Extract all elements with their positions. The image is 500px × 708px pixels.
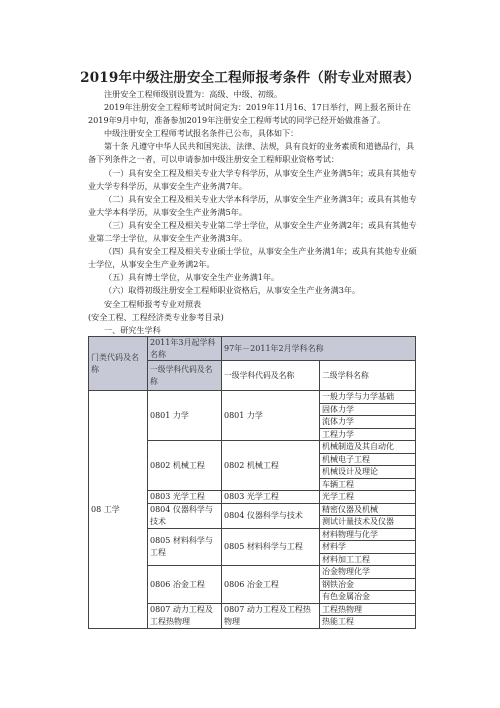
second-level-cell: 材料物理与化学 bbox=[320, 528, 416, 541]
new-discipline-cell: 0806 冶金工程 bbox=[148, 566, 222, 604]
second-level-cell: 钢铁冶金 bbox=[320, 578, 416, 591]
second-level-cell: 精密仪器及机械 bbox=[320, 503, 416, 516]
second-level-cell: 光学工程 bbox=[320, 491, 416, 504]
paragraph-condition-2: （二）具有安全工程及相关专业大学本科学历，从事安全生产业务满3年；或具有其他专业大学本科学历，从事安全生产业务满5年。 bbox=[88, 193, 417, 217]
paragraph-article-ten: 第十条 凡遵守中华人民共和国宪法、法律、法规，具有良好的业务素质和道德品行，具备下列条件之一者，可以申请参加中级注册安全工程师职业资格考试： bbox=[88, 141, 415, 165]
section-heading: 一、研究生学科 bbox=[104, 324, 161, 335]
old-discipline-cell: 0801 力学 bbox=[222, 391, 320, 441]
second-level-cell: 工程力学 bbox=[320, 428, 416, 441]
new-discipline-cell: 0802 机械工程 bbox=[148, 441, 222, 491]
second-level-cell: 机械电子工程 bbox=[320, 453, 416, 466]
subheader-new-first-level: 一级学科代码及名称 bbox=[148, 361, 222, 391]
subheader-second-level: 二级学科名称 bbox=[320, 361, 416, 391]
table-row bbox=[89, 391, 416, 404]
old-discipline-cell: 0805 材料科学与工程 bbox=[222, 528, 320, 566]
old-discipline-cell: 0807 动力工程及工程热物理 bbox=[222, 603, 320, 628]
new-discipline-cell: 0807 动力工程及工程热物理 bbox=[148, 603, 222, 628]
table-subheading: (安全工程、工程经济类专业参考目录) bbox=[88, 311, 224, 322]
new-discipline-cell: 0801 力学 bbox=[148, 391, 222, 441]
new-discipline-cell: 0803 光学工程 bbox=[148, 491, 222, 504]
subheader-old-first-level: 一级学科代码及名称 bbox=[222, 361, 320, 391]
document-body bbox=[88, 88, 418, 337]
paragraph-condition-6: （六）取得初级注册安全工程师职业资格后，从事安全生产业务满3年。 bbox=[104, 285, 361, 296]
paragraph-exam-time: 2019年注册安全工程师考试时间定为：2019年11月16、17日举行，网上报名预计在2019年9月中旬，准备参加2019年注册安全工程师考试的同学已经开始做准备了。 bbox=[88, 102, 411, 126]
new-discipline-cell: 0804 仪器科学与技术 bbox=[148, 503, 222, 528]
second-level-cell: 测试计量技术及仪器 bbox=[320, 516, 416, 529]
paragraph-condition-5: （五）具有博士学位，从事安全生产业务满1年。 bbox=[104, 272, 280, 283]
second-level-cell: 固体力学 bbox=[320, 403, 416, 416]
second-level-cell: 热能工程 bbox=[320, 616, 416, 629]
header-new-discipline: 2011年3月起学科名称 bbox=[148, 337, 222, 361]
new-discipline-cell: 0805 材料科学与工程 bbox=[148, 528, 222, 566]
table-heading: 安全工程师报考专业对照表 bbox=[104, 298, 202, 309]
second-level-cell: 冶金物理化学 bbox=[320, 566, 416, 579]
header-category: 门类代码及名称 bbox=[89, 337, 148, 391]
page-title: 2019年中级注册安全工程师报考条件（附专业对照表） bbox=[80, 70, 420, 86]
second-level-cell: 工程热物理 bbox=[320, 603, 416, 616]
second-level-cell: 一般力学与力学基础 bbox=[320, 391, 416, 404]
paragraph-condition-1: （一）具有安全工程及相关专业大学专科学历，从事安全生产业务满5年；或具有其他专业大学专科学历，从事安全生产业务满7年。 bbox=[88, 167, 417, 191]
major-comparison-table bbox=[88, 336, 416, 629]
header-old-discipline: 97年－2011年2月学科名称 bbox=[222, 337, 416, 361]
old-discipline-cell: 0803 光学工程 bbox=[222, 491, 320, 504]
second-level-cell: 材料加工工程 bbox=[320, 553, 416, 566]
paragraph-levels: 注册安全工程师级别设置为：高级、中级、初级。 bbox=[104, 89, 283, 99]
paragraph-condition-3: （三）具有安全工程及相关专业第二学士学位，从事安全生产业务满2年；或具有其他专业第二学士学位，从事安全生产业务满3年。 bbox=[88, 219, 417, 244]
paragraph-conditions-intro: 中级注册安全工程师考试报名条件已公布，具体如下： bbox=[104, 128, 299, 139]
second-level-cell: 机械制造及其自动化 bbox=[320, 441, 416, 454]
second-level-cell: 有色金属冶金 bbox=[320, 591, 416, 604]
second-level-cell: 机械设计及理论 bbox=[320, 466, 416, 479]
category-cell: 08 工学 bbox=[89, 391, 148, 629]
paragraph-condition-4: （四）具有安全工程及相关专业硕士学位，从事安全生产业务满1年；或具有其他专业硕士学位，从事安全生产业务满2年。 bbox=[88, 246, 417, 270]
second-level-cell: 车辆工程 bbox=[320, 478, 416, 491]
second-level-cell: 流体力学 bbox=[320, 416, 416, 429]
old-discipline-cell: 0806 冶金工程 bbox=[222, 566, 320, 604]
second-level-cell: 材料学 bbox=[320, 541, 416, 554]
old-discipline-cell: 0804 仪器科学与技术 bbox=[222, 503, 320, 528]
old-discipline-cell: 0802 机械工程 bbox=[222, 441, 320, 491]
